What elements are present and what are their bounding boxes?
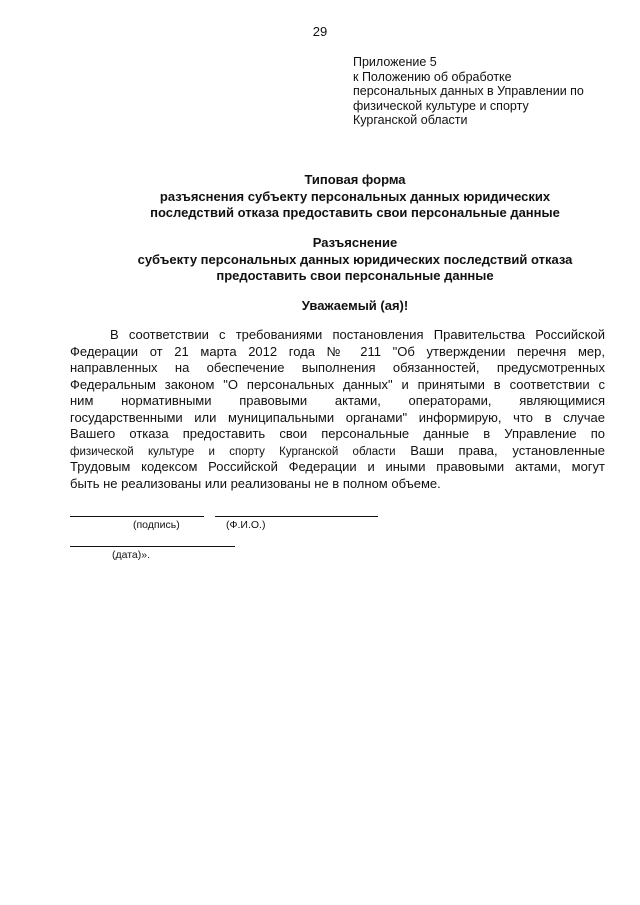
form-heading-line: последствий отказа предоставить свои персональные данные [150, 205, 560, 220]
body-line: Федерации от 21 марта 2012 года № 211 "Об утверждении перечня мер, [70, 343, 605, 359]
form-heading [70, 172, 640, 222]
date-line [70, 546, 235, 547]
explanation-heading-line: субъекту персональных данных юридических последствий отказа [137, 251, 573, 267]
date-caption: (дата)». [112, 549, 151, 561]
appendix-line: персональных данных в Управлении по [353, 84, 584, 98]
body-line: направленных на обеспечение выполнения обязанностей, предусмотренных [70, 360, 605, 375]
signature-caption: (подпись) [133, 519, 180, 531]
form-heading-line: Типовая форма [304, 172, 406, 187]
form-heading-line: разъяснения субъекту персональных данных юридических [159, 188, 551, 204]
body-line-rest: Ваши права, установленные [395, 442, 605, 458]
body-line: быть не реализованы или реализованы не в полном объеме. [70, 475, 441, 491]
body-paragraph [70, 327, 605, 492]
appendix-line: Приложение 5 [353, 55, 437, 69]
appendix-note [353, 55, 623, 128]
body-line: ним нормативными правовыми актами, операторами, являющимися [70, 393, 605, 408]
body-line: государственными или муниципальными органами" информирую, что в случае [70, 409, 605, 425]
body-line-mixed [70, 443, 605, 460]
body-line: В соответствии с требованиями постановления Правительства Российской [110, 327, 605, 342]
appendix-line: к Положению об обработке [353, 69, 512, 84]
name-line [215, 516, 378, 517]
explanation-heading-line: предоставить свои персональные данные [216, 268, 494, 283]
signature-line [70, 516, 204, 517]
body-line-small-part: физической культуре и спорту Курганской области [70, 445, 396, 458]
body-line: Вашего отказа предоставить свои персональные данные в Управление по [70, 426, 605, 441]
appendix-line: физической культуре и спорту [353, 98, 529, 113]
body-line: Трудовым кодексом Российской Федерации и иными правовыми актами, могут [70, 459, 605, 474]
greeting [70, 298, 640, 315]
greeting-text: Уважаемый (ая)! [301, 298, 409, 313]
page-number: 29 [312, 24, 328, 39]
appendix-line: Курганской области [353, 113, 468, 127]
name-caption: (Ф.И.О.) [226, 519, 266, 531]
body-line: Федеральным законом "О персональных данных" и принятыми в соответствии с [70, 376, 605, 392]
explanation-heading [70, 235, 640, 285]
explanation-heading-line: Разъяснение [312, 235, 398, 250]
